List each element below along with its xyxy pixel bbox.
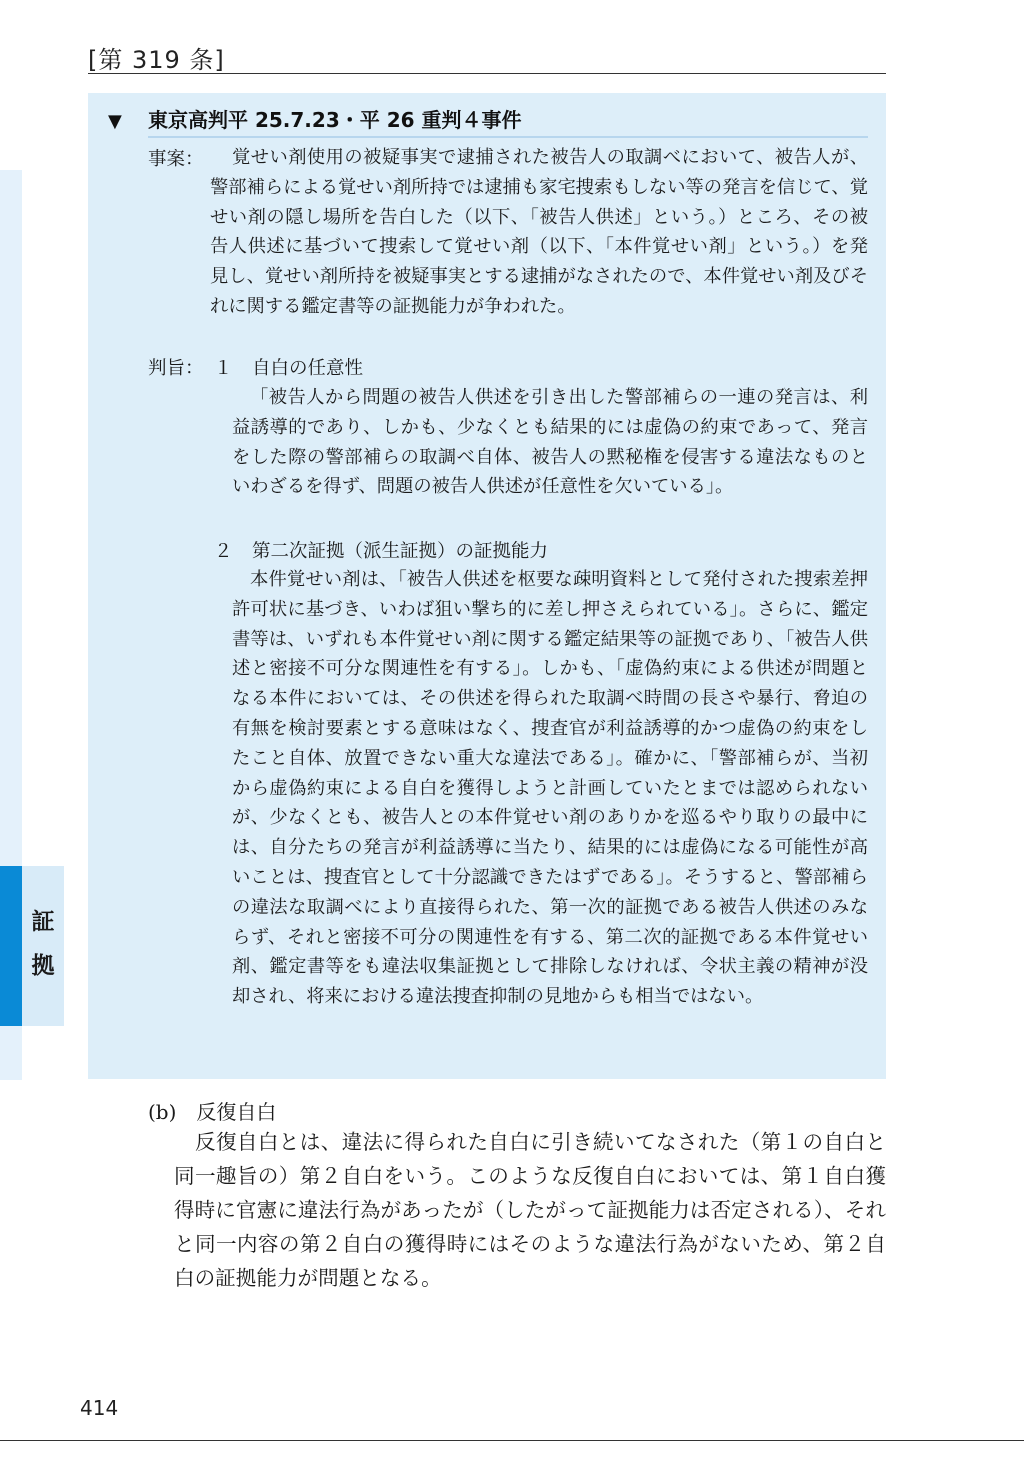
page-number: 414 [80, 1396, 119, 1420]
side-tab-char-2: 拠 [31, 953, 55, 979]
side-tab-char-1: 証 [31, 909, 55, 935]
case-heading-rule [148, 136, 868, 138]
point-2-text: 本件覚せい剤は、「被告人供述を枢要な疎明資料として発付された捜索差押許可状に基づき、いわば狙い撃ち的に差し押さえられている」。さらに、鑑定書等は、いずれも本件覚せい剤に関する鑑定結果等の証拠であり、「被告人供述と密接不可分な関連性を有する」。しかも、「虚偽約束による供述が問題となる本件においては、その供述を得られた取調べ時間の長さや暴行、脅迫の有無を検討要素とする意味はなく、捜査官が利益誘導的かつ虚偽の約束をしたこと自体、放置できない重大な違法である」。確かに、「警部補らが、当初から虚偽約束による自白を獲得しようと計画していたとまでは認められないが、少なくとも、被告人との本件覚せい剤のありかを巡るやり取りの最中には、自分たちの発言が利益誘導に当たり、結果的には虚偽になる可能性が高いことは、捜査官として十分認識できたはずである」。そうすると、警部補らの違法な取調べにより直接得られた、第一次的証拠である被告人供述のみならず、それと密接不可分の関連性を有する、第二次的証拠である本件覚せい剤、鑑定書等をも違法収集証拠として排除しなければ、令状主義の精神が没却され、将来における違法捜査抑制の見地からも相当ではない。 [232, 569, 868, 1008]
subsection-body: 反復自白とは、違法に得られた自白に引き続いてなされた（第１の自白と同一趣旨の）第２自白をいう。このような反復自白においては、第１自白獲得時に官憲に違法行為があったが（したがって証拠能力は否定される）、それと同一内容の第２自白の獲得時にはそのような違法行為がないため、第２自白の証拠能力が問題となる。 [174, 1130, 886, 1290]
section-header: [第 319 条] [88, 46, 225, 74]
case-heading [108, 104, 522, 133]
subsection-heading: (b) 反復自白 [148, 1100, 277, 1124]
facts-label: 事案： [148, 149, 204, 170]
triangle-marker-icon: ▼ [108, 111, 122, 132]
side-tab-label [22, 900, 64, 988]
point-2-number: ２ [214, 541, 233, 562]
facts-text: 覚せい剤使用の被疑事実で逮捕された被告人の取調べにおいて、被告人が、警部補らによる覚せい剤所持では逮捕も家宅捜索もしない等の発言を信じて、覚せい剤の隠し場所を告白した（以下、「被告人供述」という。）ところ、その被告人供述に基づいて捜索して覚せい剤（以下、「本件覚せい剤」という。）を発見し、覚せい剤所持を被疑事実とする逮捕がなされたので、本件覚せい剤及びそれに関する鑑定書等の証拠能力が争われた。 [210, 147, 868, 317]
point-1-title: 自白の任意性 [252, 358, 364, 379]
point-2-title: 第二次証拠（派生証拠）の証拠能力 [252, 541, 549, 562]
header-rule [88, 73, 886, 74]
side-tab-marker [0, 866, 22, 1026]
holding-label: 判旨： [148, 358, 204, 379]
case-title: 東京高判平 25.7.23・平 26 重判４事件 [148, 108, 522, 132]
bottom-rule [0, 1440, 1024, 1441]
point-1-text: 「被告人から問題の被告人供述を引き出した警部補らの一連の発言は、利益誘導的であり、しかも、少なくとも結果的には虚偽の約束であって、発言をした際の警部補らの取調べ自体、被告人の黙秘権を侵害する違法なものといわざるを得ず、問題の被告人供述が任意性を欠いている」。 [232, 387, 868, 498]
point-1-number: １ [214, 358, 233, 379]
